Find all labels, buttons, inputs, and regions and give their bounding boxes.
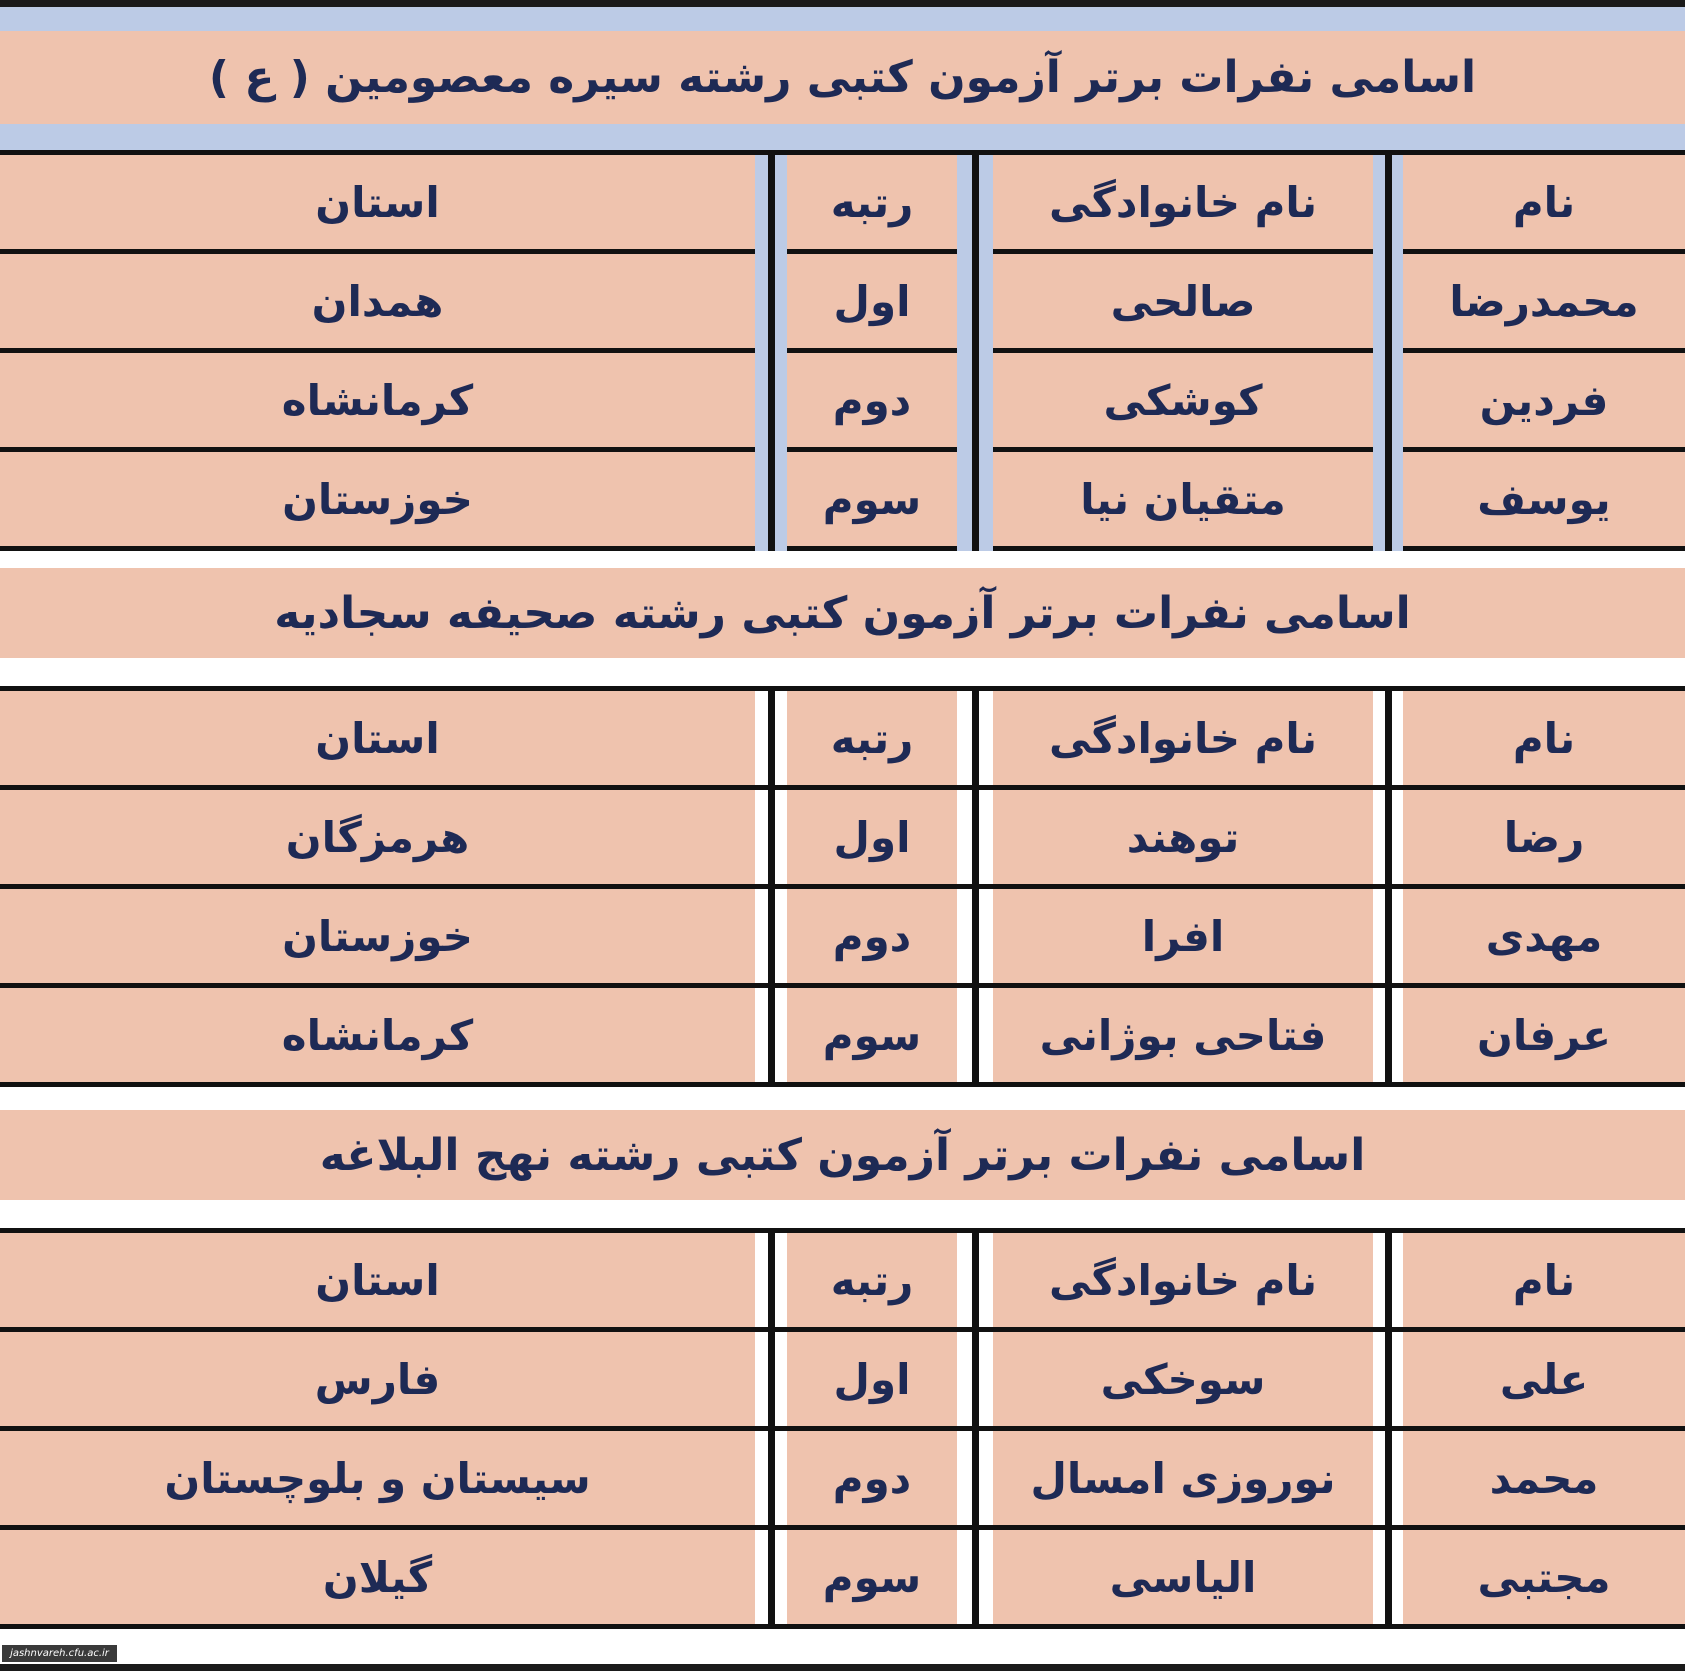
- column-separator-line: [1385, 1228, 1392, 1629]
- top-border-line: [0, 0, 1685, 7]
- cell-name: عرفان: [1403, 988, 1685, 1082]
- cell-rank: دوم: [787, 1431, 957, 1525]
- column-separator-line: [972, 686, 979, 1087]
- bottom-border-line: [0, 1664, 1685, 1671]
- title-blue-band: [0, 124, 1685, 150]
- cell-surname: نوروزی امسال: [993, 1431, 1373, 1525]
- column-header-rank: رتبه: [787, 155, 957, 249]
- section-title: اسامی نفرات برتر آزمون کتبی رشته صحیفه سجادیه: [0, 568, 1685, 658]
- cell-surname: افرا: [993, 889, 1373, 983]
- cell-province: سیستان و بلوچستان: [0, 1431, 755, 1525]
- cell-surname: سوخکی: [993, 1332, 1373, 1426]
- column-header-name: نام: [1403, 691, 1685, 785]
- cell-rank: دوم: [787, 889, 957, 983]
- cell-rank: سوم: [787, 988, 957, 1082]
- cell-name: فردین: [1403, 353, 1685, 447]
- column-separator-line: [768, 686, 775, 1087]
- site-credit: jashnvareh.cfu.ac.ir: [2, 1645, 117, 1662]
- table-rule: [0, 546, 1685, 551]
- cell-name: محمدرضا: [1403, 254, 1685, 348]
- column-separator-line: [768, 1228, 775, 1629]
- cell-name: رضا: [1403, 790, 1685, 884]
- cell-rank: دوم: [787, 353, 957, 447]
- cell-name: مجتبی: [1403, 1530, 1685, 1624]
- cell-province: گیلان: [0, 1530, 755, 1624]
- column-header-province: استان: [0, 1233, 755, 1327]
- cell-name: مهدی: [1403, 889, 1685, 983]
- column-header-province: استان: [0, 691, 755, 785]
- section-title: اسامی نفرات برتر آزمون کتبی رشته سیره معصومین ( ع ): [0, 31, 1685, 124]
- cell-surname: صالحی: [993, 254, 1373, 348]
- cell-surname: متقیان نیا: [993, 452, 1373, 546]
- column-header-surname: نام خانوادگی: [993, 691, 1373, 785]
- column-header-name: نام: [1403, 155, 1685, 249]
- column-header-rank: رتبه: [787, 1233, 957, 1327]
- cell-rank: اول: [787, 254, 957, 348]
- cell-rank: اول: [787, 790, 957, 884]
- cell-surname: فتاحی بوژانی: [993, 988, 1373, 1082]
- cell-province: خوزستان: [0, 452, 755, 546]
- column-header-rank: رتبه: [787, 691, 957, 785]
- cell-province: فارس: [0, 1332, 755, 1426]
- column-separator-line: [972, 150, 979, 551]
- table-rule: [0, 1082, 1685, 1087]
- table-rule: [0, 1624, 1685, 1629]
- column-separator-line: [768, 150, 775, 551]
- column-separator-line: [1385, 686, 1392, 1087]
- cell-rank: سوم: [787, 1530, 957, 1624]
- column-header-name: نام: [1403, 1233, 1685, 1327]
- cell-province: همدان: [0, 254, 755, 348]
- column-header-province: استان: [0, 155, 755, 249]
- column-header-surname: نام خانوادگی: [993, 155, 1373, 249]
- cell-province: کرمانشاه: [0, 988, 755, 1082]
- cell-surname: توهند: [993, 790, 1373, 884]
- column-separator-line: [1385, 150, 1392, 551]
- cell-rank: اول: [787, 1332, 957, 1426]
- cell-province: هرمزگان: [0, 790, 755, 884]
- column-header-surname: نام خانوادگی: [993, 1233, 1373, 1327]
- cell-surname: الیاسی: [993, 1530, 1373, 1624]
- cell-province: کرمانشاه: [0, 353, 755, 447]
- cell-name: علی: [1403, 1332, 1685, 1426]
- column-separator-line: [972, 1228, 979, 1629]
- top-blue-band: [0, 7, 1685, 31]
- cell-name: یوسف: [1403, 452, 1685, 546]
- cell-province: خوزستان: [0, 889, 755, 983]
- section-title: اسامی نفرات برتر آزمون کتبی رشته نهج البلاغه: [0, 1110, 1685, 1200]
- cell-name: محمد: [1403, 1431, 1685, 1525]
- cell-rank: سوم: [787, 452, 957, 546]
- cell-surname: کوشکی: [993, 353, 1373, 447]
